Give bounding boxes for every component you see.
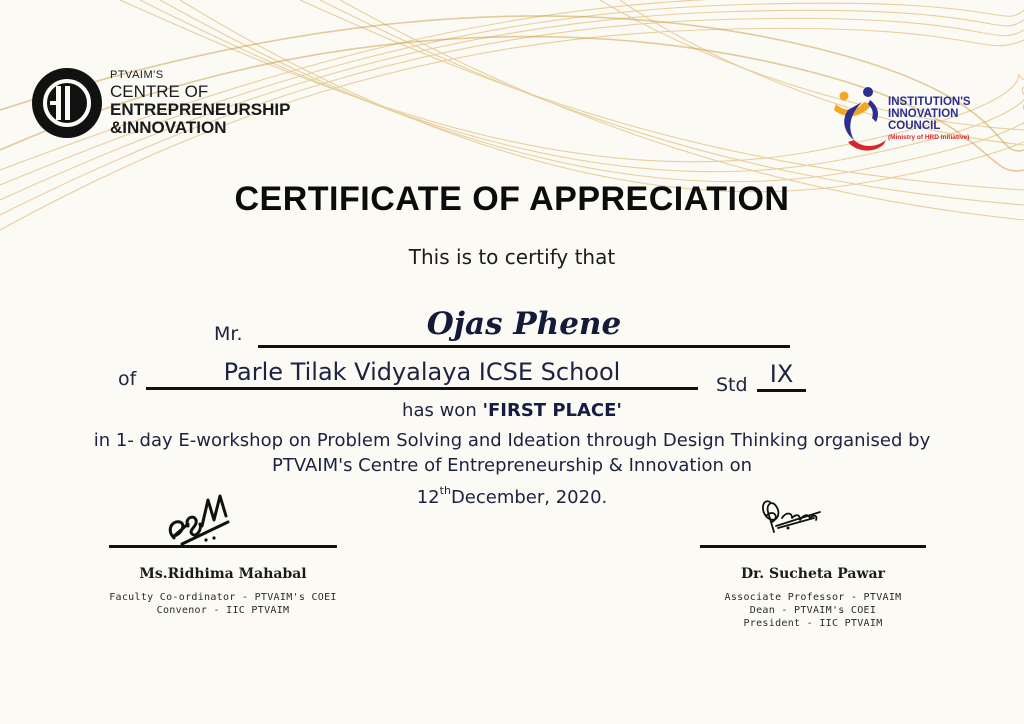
date-suffix: th [439,484,451,497]
iic-logo-line2: INNOVATION [888,108,959,120]
coei-logo-line3: ENTREPRENEURSHIP [110,100,291,119]
coei-logo-line1: PTVAIM'S [110,69,164,81]
signatory-name-left: Ms.Ridhima Mahabal [139,566,307,582]
description-line2: PTVAIM's Centre of Entrepreneurship & Innovation on [271,455,753,476]
iic-emblem-icon [832,82,887,152]
signatory-role: Dean - PTVAIM's COEI [749,605,877,616]
recipient-name: Ojas Phene [426,306,622,342]
signatory-role: Associate Professor - PTVAIM [724,592,902,603]
coei-logo [30,66,290,146]
signatory-role: President - IIC PTVAIM [743,618,883,629]
award-title: 'FIRST PLACE' [482,400,622,421]
signature-right [752,488,872,548]
coei-logo-line2: CENTRE OF [110,82,209,101]
award-prefix: has won [402,400,483,421]
award-line [0,400,1024,421]
date-rest: December, 2020. [450,487,608,508]
signature-left [152,486,272,546]
iic-logo-line4: (Ministry of HRD Initiative) [888,134,970,141]
of-label: of [118,368,137,390]
coei-emblem-icon [32,68,102,138]
date-day: 12 [416,487,440,508]
std-value: IX [769,360,794,388]
std-label: Std [716,374,748,396]
signatory-roles-right [680,591,946,630]
coei-logo-line4: &INNOVATION [110,118,227,137]
signatory-name-right: Dr. Sucheta Pawar [740,566,885,582]
signatory-roles-left [80,591,366,617]
name-underline [258,345,790,348]
description-line1: in 1- day E-workshop on Problem Solving and Ideation through Design Thinking organised by [93,430,931,451]
certificate-title: CERTIFICATE OF APPRECIATION [234,180,790,218]
signature-line-right [700,545,926,548]
school-name: Parle Tilak Vidyalaya ICSE School [223,358,621,386]
std-underline [757,389,806,392]
iic-logo-line1: INSTITUTION'S [888,96,971,108]
salutation-label: Mr. [214,323,243,345]
iic-logo [832,82,992,152]
certify-intro: This is to certify that [408,245,616,269]
school-underline [146,387,698,390]
iic-logo-line3: COUNCIL [888,120,941,132]
signatory-role: Faculty Co-ordinator - PTVAIM's COEI [109,592,337,603]
signatory-role: Convenor - IIC PTVAIM [156,605,290,616]
signature-line-left [109,545,337,548]
